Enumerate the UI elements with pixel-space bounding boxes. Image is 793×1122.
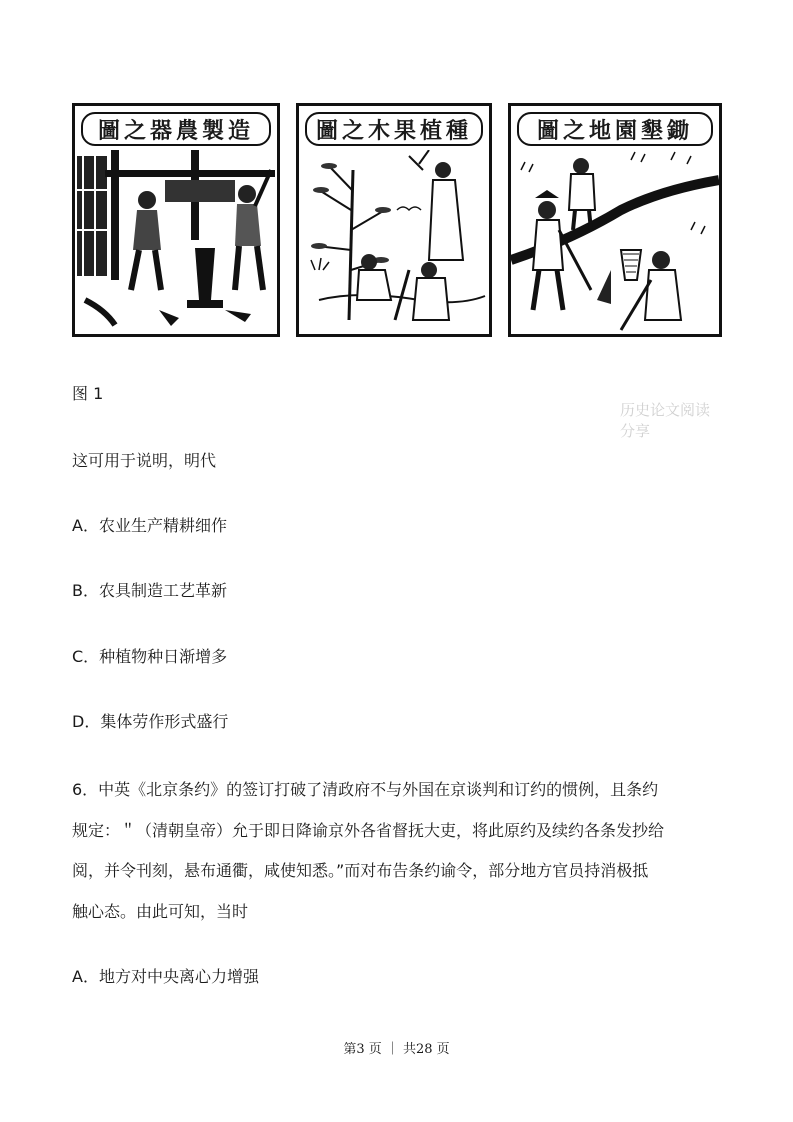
tool-making-scene [75, 150, 277, 334]
panel-title: 造製農器之圖 [81, 112, 271, 146]
question-6-line: 阅，并令刊刻，悬布通衢，咸使知悉。”而对布告条约谕令，部分地方官员持消极抵 [72, 861, 649, 880]
watermark: 历史论文阅读分享 [620, 401, 711, 440]
question-6-line: 规定：＂（清朝皇帝）允于即日降谕京外各省督抚大吏，将此原约及续约各条发抄给 [72, 820, 665, 840]
question-5-option-c: C．种植物种日渐增多 [72, 647, 228, 666]
question-6-option-a: A．地方对中央离心力增强 [72, 967, 259, 986]
woodcut-panel-making-tools [72, 103, 280, 337]
hoeing-scene [511, 150, 719, 334]
woodcut-panel-planting-trees [296, 103, 492, 337]
question-5-option-b: B．农具制造工艺革新 [72, 581, 227, 600]
figure-caption: 图 1 [72, 384, 104, 403]
question-5-option-a: A．农业生产精耕细作 [72, 516, 227, 535]
question-6-line: 6．中英《北京条约》的签订打破了清政府不与外国在京谈判和订约的惯例，且条约 [72, 780, 659, 799]
panel-title: 種植果木之圖 [305, 112, 483, 146]
question-6-stem [72, 770, 724, 932]
question-5-option-d: D．集体劳作形式盛行 [72, 712, 229, 731]
question-6-line: 触心态。由此可知，当时 [72, 901, 249, 921]
tree-planting-scene [299, 150, 489, 334]
panel-title: 鋤墾園地之圖 [517, 112, 713, 146]
woodcut-panel-hoeing-garden [508, 103, 722, 337]
page-footer: 第3 页 ｜ 共28 页 [343, 1042, 450, 1057]
question-5-stem: 这可用于说明，明代 [72, 451, 217, 470]
